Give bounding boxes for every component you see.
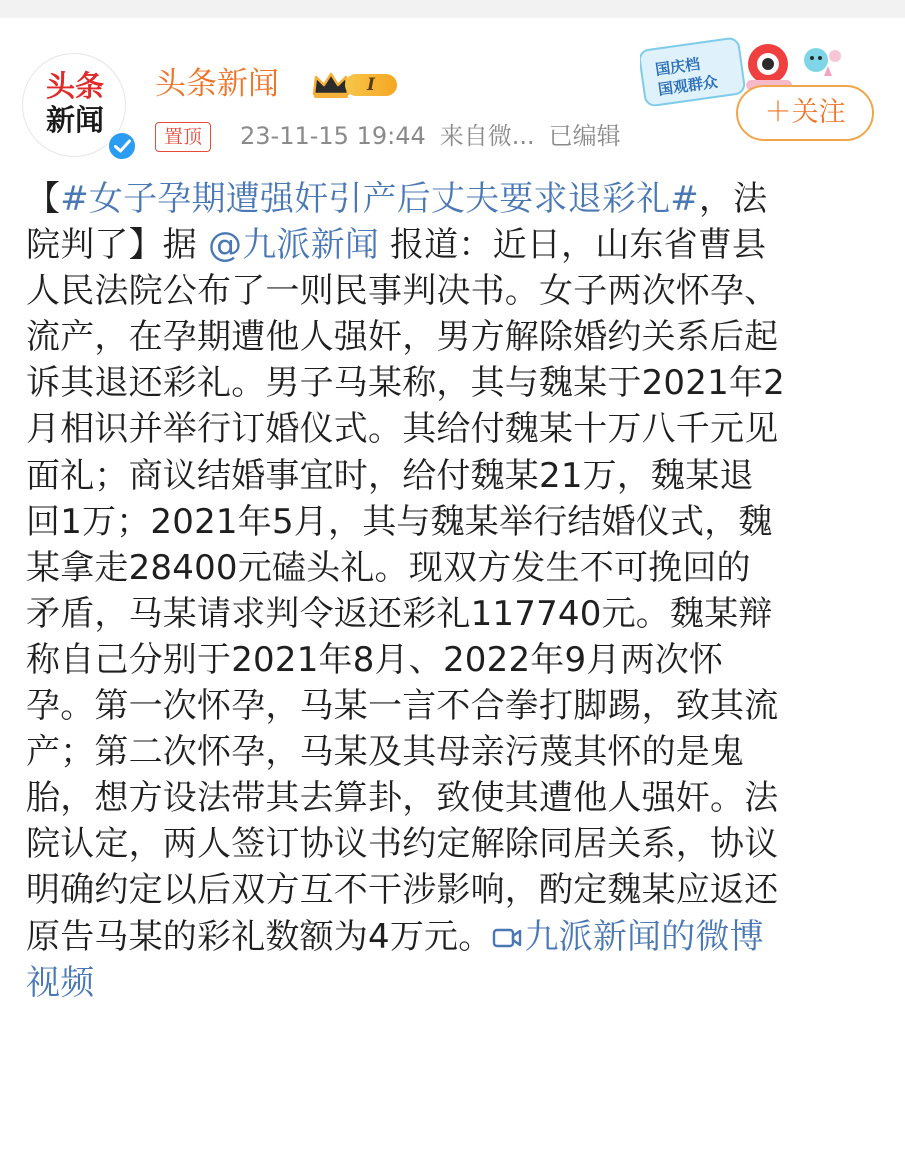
- svg-text:国观群众: 国观群众: [656, 72, 719, 99]
- edited-label[interactable]: 已编辑: [548, 122, 621, 150]
- post-line: 月相识并举行订婚仪式。其给付魏某十万八千元见: [26, 409, 779, 450]
- video-link-continued[interactable]: 视频: [26, 962, 95, 1003]
- avatar-text-line2: 新闻: [45, 103, 104, 137]
- post-line: 某拿走28400元磕头礼。现双方发生不可挽回的: [26, 547, 751, 588]
- post-header: [0, 18, 905, 160]
- post-line: 【#女子孕期遭强奸引产后丈夫要求退彩礼#，法: [26, 179, 768, 219]
- post-line: 人民法院公布了一则民事判决书。女子两次怀孕、: [26, 271, 779, 312]
- post-line: 面礼；商议结婚事宜时，给付魏某21万，魏某退: [26, 455, 754, 496]
- post-line: 矛盾，马某请求判令返还彩礼117740元。魏某辩: [26, 593, 773, 634]
- vip-level: I: [345, 74, 397, 96]
- verified-check-icon: [107, 131, 137, 161]
- post-line: 孕。第一次怀孕，马某一言不合拳打脚踢，致其流: [26, 686, 779, 727]
- hashtag-link[interactable]: #女子孕期遭强奸引产后丈夫要求退彩礼#: [60, 179, 699, 219]
- avatar[interactable]: [22, 53, 126, 157]
- post-line: 诉其退还彩礼。男子马某称，其与魏某于2021年2: [26, 363, 785, 404]
- mention-link[interactable]: @九派新闻: [208, 225, 380, 266]
- svg-text:国庆档: 国庆档: [654, 54, 702, 79]
- avatar-text-line1: 头条: [45, 69, 104, 103]
- video-icon: [492, 925, 522, 951]
- top-separator: [0, 0, 905, 18]
- post-timestamp: 23-11-15 19:44: [240, 122, 426, 150]
- post-line: 院判了】据 @九派新闻 报道：近日，山东省曹县: [26, 225, 767, 266]
- video-link[interactable]: 九派新闻的微博: [492, 917, 763, 957]
- follow-button[interactable]: ＋关注: [736, 85, 874, 141]
- post-line: 明确约定以后双方互不干涉影响，酌定魏某应返还: [26, 870, 779, 911]
- post-line: 产；第二次怀孕，马某及其母亲污蔑其怀的是鬼: [26, 732, 745, 773]
- post-source[interactable]: 来自微...: [439, 122, 535, 150]
- post-line: 回1万；2021年5月，其与魏某举行结婚仪式，魏: [26, 501, 773, 542]
- vip-badge[interactable]: [311, 70, 399, 100]
- post-meta: [240, 118, 635, 154]
- post-line: 称自己分别于2021年8月、2022年9月两次怀: [26, 639, 724, 680]
- post-line: 流产，在孕期遭他人强奸，男方解除婚约关系后起: [26, 317, 779, 358]
- author-name[interactable]: 头条新闻: [155, 66, 279, 102]
- post-line: 胎，想方设法带其去算卦，致使其遭他人强奸。法: [26, 778, 779, 819]
- pinned-tag: 置顶: [155, 122, 211, 152]
- post-line: 院认定，两人签订协议书约定解除同居关系，协议: [26, 824, 779, 865]
- post-body: [26, 176, 886, 1006]
- post-line: 原告马某的彩礼数额为4万元。 九派新闻的微博: [26, 916, 764, 957]
